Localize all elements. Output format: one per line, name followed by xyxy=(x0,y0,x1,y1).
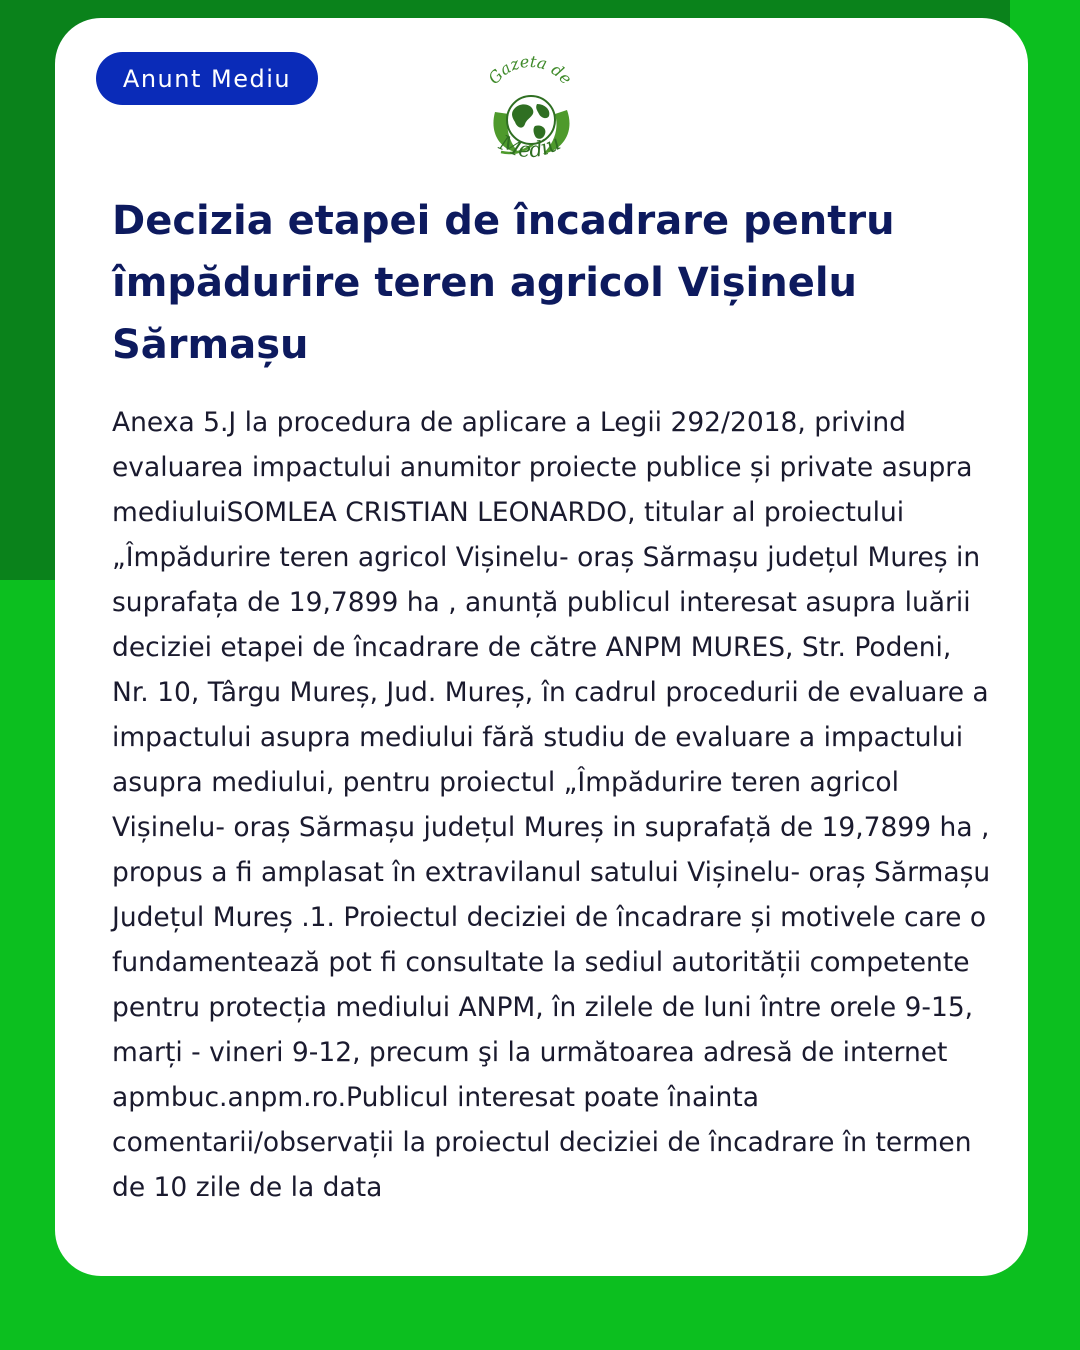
category-badge[interactable] xyxy=(96,52,318,105)
article-body: Anexa 5.J la procedura de aplicare a Legii 292/2018, privind evaluarea impactului anumitor proiecte publice și private asupra mediuluiSOMLEA CRISTIAN LEONARDO, titular al proiectului „Împădurire teren agricol Vișinelu- oraș Sărmașu județul Mureș in suprafața de 19,7899 ha , anunță publicul interesat asupra luării deciziei etapei de încadrare de către ANPM MURES, Str. Podeni, Nr. 10, Târgu Mureș, Jud. Mureș, în cadrul procedurii de evaluare a impactului asupra mediului fără studiu de evaluare a impactului asupra mediului, pentru proiectul „Împădurire teren agricol Vișinelu- oraș Sărmașu județul Mureș in suprafață de 19,7899 ha , propus a fi amplasat în extravilanul satului Vișinelu- oraș Sărmașu Județul Mureș .1. Proiectul deciziei de încadrare și motivele care o fundamentează pot fi consultate la sediul autorității competente pentru protecția mediului ANPM, în zilele de luni între orele 9-15, marți - vineri 9-12, precum şi la următoarea adresă de internet apmbuc.anpm.ro.Publicul interesat poate înainta comentarii/observații la proiectul deciziei de încadrare în termen de 10 zile de la data xyxy=(112,407,991,1203)
gazeta-de-mediu-logo xyxy=(475,52,585,177)
globe-leaf-icon xyxy=(475,52,585,177)
article-card xyxy=(55,18,1028,1276)
article-title: Decizia etapei de încadrare pentru împădurire teren agricol Vișinelu Sărmașu xyxy=(112,198,895,368)
svg-text:Gazeta de xyxy=(484,52,576,88)
logo-text-top: Gazeta de xyxy=(484,52,576,88)
category-badge-label: Anunt Mediu xyxy=(122,64,292,93)
logo-text-bottom: Mediu xyxy=(495,130,565,163)
